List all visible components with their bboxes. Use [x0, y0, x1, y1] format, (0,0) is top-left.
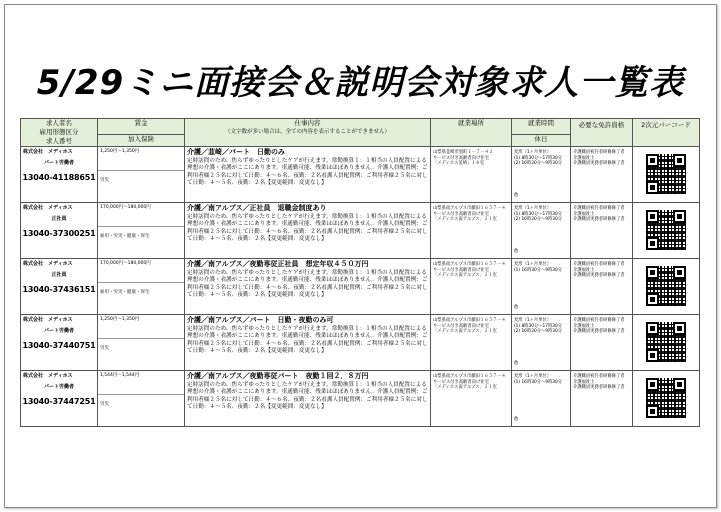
- hours-cell: [512, 203, 571, 259]
- job-cell: [185, 259, 431, 315]
- job-rows: [21, 147, 700, 427]
- holiday-value: 他: [514, 193, 519, 198]
- wage-value: 1,250円～1,350円: [98, 315, 184, 339]
- header-wage: 賃金: [98, 119, 185, 135]
- quals-cell: [571, 203, 633, 259]
- holiday-value: 他: [514, 305, 519, 310]
- job-cell: [185, 371, 431, 427]
- place-cell: [431, 259, 512, 315]
- company-name: 株式会社 メディホス: [23, 205, 73, 211]
- job-listing-table: [20, 118, 700, 427]
- employment-type: 正社員: [51, 272, 67, 278]
- job-number: 13040-37436151: [22, 285, 96, 294]
- quals-cell: [571, 315, 633, 371]
- work-place: 山梨県南アルプス市藤田１６５７－４ サービス付き高齢者向け住宅 「メディホス南アルプス」２１室: [433, 318, 506, 335]
- place-cell: [431, 315, 512, 371]
- wage-cell: [98, 259, 185, 315]
- page-title: 5/29ミニ面接会＆説明会対象求人一覧表: [36, 63, 685, 103]
- hours-cell: [512, 371, 571, 427]
- wage-value: 1,250円～1,350円: [98, 147, 184, 171]
- place-cell: [431, 203, 512, 259]
- table-row: [21, 203, 700, 259]
- document-page: [4, 4, 717, 508]
- work-hours: 変形（1ヶ月単位） (1) 16時30分～9時30分: [514, 262, 563, 273]
- job-number: 13040-37447251: [22, 397, 96, 406]
- company-cell: [21, 259, 98, 315]
- job-description: 定時訪問のため、焦らずゆったりとしたケアが行えます。常勤換算１：１相当の人員配置による理想の介護・看護がここにあります。車通勤可能、残業はほぼありません。介護人員配置例：ご利用者様２５名に対して日勤：４～６名、夜勤：２名看護人員配置例：ご利用者様２５名に対して日勤：４～５名、夜勤：２名【変更範囲：変更なし】: [187, 214, 428, 243]
- header-quals: 必要な免許資格: [571, 119, 633, 147]
- wage-value: 170,000円～180,000円: [98, 259, 184, 283]
- header-row: [21, 119, 700, 135]
- insurance-value: 労災: [100, 402, 109, 407]
- header-hours: 就業時間: [512, 119, 571, 135]
- hours-cell: [512, 147, 571, 203]
- company-cell: [21, 315, 98, 371]
- holiday-value: 他: [514, 249, 519, 254]
- company-cell: [21, 371, 98, 427]
- insurance-value: 労災: [100, 178, 109, 183]
- work-place: 山梨県南アルプス市藤田１６５７－４ サービス付き高齢者向け住宅 「メディホス南アルプス」２１室: [433, 262, 506, 279]
- holiday-value: 他: [514, 361, 519, 366]
- company-name: 株式会社 メディホス: [23, 149, 73, 155]
- quals-cell: [571, 259, 633, 315]
- table-row: [21, 315, 700, 371]
- qr-cell: [633, 203, 700, 259]
- header-holiday: 休日: [512, 134, 571, 146]
- qr-cell: [633, 259, 700, 315]
- required-qualifications: 介護職員初任者研修修了者 介護福祉士 介護職員実務者研修修了者: [573, 150, 625, 167]
- place-cell: [431, 147, 512, 203]
- job-title: 介護／韮崎／パート 日勤のみ: [187, 148, 285, 156]
- header-job-note: （文字数が多い場合は、全ての内容を表示することができません）: [224, 129, 390, 135]
- job-cell: [185, 315, 431, 371]
- job-description: 定時訪問のため、焦らずゆったりとしたケアが行えます。常勤換算１：１相当の人員配置による理想の介護・看護がここにあります。車通勤可能、残業はほぼありません。介護人員配置例：ご利用者様２５名に対して日勤：４～６名、夜勤：２名看護人員配置例：ご利用者様２５名に対して日勤：４～５名、夜勤：２名【変更範囲：変更なし】: [187, 326, 428, 355]
- employment-type: パート労働者: [43, 328, 74, 334]
- qr-cell: [633, 371, 700, 427]
- table-row: [21, 147, 700, 203]
- qr-code-icon[interactable]: [645, 377, 687, 419]
- work-hours: 変形（1ヶ月単位） (1) 8時30分～17時30分 (2) 16時30分～9時30分: [514, 318, 563, 335]
- holiday-value: 他: [514, 417, 519, 422]
- header-company: [21, 119, 98, 147]
- required-qualifications: 介護職員初任者研修修了者 介護福祉士 介護職員実務者研修修了者: [573, 206, 625, 223]
- header-qr: 2次元バーコード: [633, 119, 700, 147]
- header-company-name: 求人者名: [46, 119, 72, 127]
- qr-cell: [633, 147, 700, 203]
- wage-cell: [98, 315, 185, 371]
- job-description: 定時訪問のため、焦らずゆったりとしたケアが行えます。常勤換算１：１相当の人員配置による理想の介護・看護がここにあります。車通勤可能、残業はほぼありません。介護人員配置例：ご利用者様２５名に対して日勤：４～６名、夜勤：２名看護人員配置例：ご利用者様２５名に対して日勤：４～５名、夜勤：２名【変更範囲：変更なし】: [187, 382, 428, 411]
- qr-code-icon[interactable]: [645, 321, 687, 363]
- job-cell: [185, 147, 431, 203]
- header-place: 就業場所: [431, 119, 512, 147]
- job-description: 定時訪問のため、焦らずゆったりとしたケアが行えます。常勤換算１：１相当の人員配置による理想の介護・看護がここにあります。車通勤可能、残業はほぼありません。介護人員配置例：ご利用者様２５名に対して日勤：４～６名、夜勤：２名看護人員配置例：ご利用者様２５名に対して日勤：４～５名、夜勤：２名【変更範囲：変更なし】: [187, 270, 428, 299]
- work-place: 山梨県韮崎市旭町１－７－４２ サービス付き高齢者向け住宅 「メディホス韮崎」１８室: [433, 150, 494, 167]
- wage-cell: [98, 147, 185, 203]
- job-number: 13040-37300251: [22, 229, 96, 238]
- wage-cell: [98, 371, 185, 427]
- wage-value: 1,544円～1,544円: [98, 371, 184, 395]
- qr-code-icon[interactable]: [645, 209, 687, 251]
- qr-cell: [633, 315, 700, 371]
- employment-type: 正社員: [51, 216, 67, 222]
- job-title: 介護／南アルプス／夜勤専従パート 夜勤１回２．８万円: [187, 372, 369, 380]
- job-number: 13040-37440751: [22, 341, 96, 350]
- job-number: 13040-41188651: [22, 173, 96, 182]
- qr-code-icon[interactable]: [645, 265, 687, 307]
- work-hours: 変形（1ヶ月単位） (1) 8時30分～17時30分 (2) 16時30分～9時30分: [514, 206, 563, 223]
- qr-code-icon[interactable]: [645, 153, 687, 195]
- job-description: 定時訪問のため、焦らずゆったりとしたケアが行えます。常勤換算１：１相当の人員配置による理想の介護・看護がここにあります。車通勤可能、残業はほぼありません。介護人員配置例：ご利用者様２５名に対して日勤：４～６名、夜勤：２名看護人員配置例：ご利用者様２５名に対して日勤：４～５名、夜勤：２名【変更範囲：変更なし】: [187, 158, 428, 187]
- employment-type: パート労働者: [43, 160, 74, 166]
- work-place: 山梨県南アルプス市藤田１６５７－４ サービス付き高齢者向け住宅 「メディホス南アルプス」２１室: [433, 374, 506, 391]
- required-qualifications: 介護職員初任者研修修了者 介護福祉士 介護職員実務者研修修了者: [573, 262, 625, 279]
- company-name: 株式会社 メディホス: [23, 261, 73, 267]
- job-title: 介護／南アルプス／夜勤専従正社員 想定年収４５０万円: [187, 260, 369, 268]
- header-job-number: 求人番号: [46, 137, 72, 145]
- quals-cell: [571, 371, 633, 427]
- job-cell: [185, 203, 431, 259]
- table-row: [21, 371, 700, 427]
- required-qualifications: 介護職員初任者研修修了者 介護福祉士 介護職員実務者研修修了者: [573, 374, 625, 391]
- insurance-value: 雇用・労災・健康・厚生: [100, 290, 150, 295]
- wage-cell: [98, 203, 185, 259]
- employment-type: パート労働者: [43, 384, 74, 390]
- company-cell: [21, 203, 98, 259]
- company-name: 株式会社 メディホス: [23, 373, 73, 379]
- header-employment-type: 雇用形態区分: [39, 128, 79, 136]
- hours-cell: [512, 259, 571, 315]
- insurance-value: 雇用・労災・健康・厚生: [100, 234, 150, 239]
- header-job: [185, 119, 431, 147]
- wage-value: 170,000円～180,000円: [98, 203, 184, 227]
- company-name: 株式会社 メディホス: [23, 317, 73, 323]
- job-title: 介護／南アルプス／正社員 退職金制度あり: [187, 204, 327, 212]
- table-row: [21, 259, 700, 315]
- quals-cell: [571, 147, 633, 203]
- required-qualifications: 介護職員初任者研修修了者 介護福祉士 介護職員実務者研修修了者: [573, 318, 625, 335]
- work-hours: 変形（1ヶ月単位） (1) 16時30分～9時30分: [514, 374, 563, 385]
- header-insurance: 加入保険: [98, 134, 185, 146]
- header-job-label: 仕事内容: [294, 119, 321, 127]
- place-cell: [431, 371, 512, 427]
- work-place: 山梨県南アルプス市藤田１６５７－４ サービス付き高齢者向け住宅 「メディホス南アルプス」２１室: [433, 206, 506, 223]
- company-cell: [21, 147, 98, 203]
- work-hours: 変形（1ヶ月単位） (1) 8時30分～17時30分 (2) 16時30分～9時30分: [514, 150, 563, 167]
- insurance-value: 労災: [100, 346, 109, 351]
- job-title: 介護／南アルプス／パート 日勤・夜勤のみ可: [187, 316, 334, 324]
- hours-cell: [512, 315, 571, 371]
